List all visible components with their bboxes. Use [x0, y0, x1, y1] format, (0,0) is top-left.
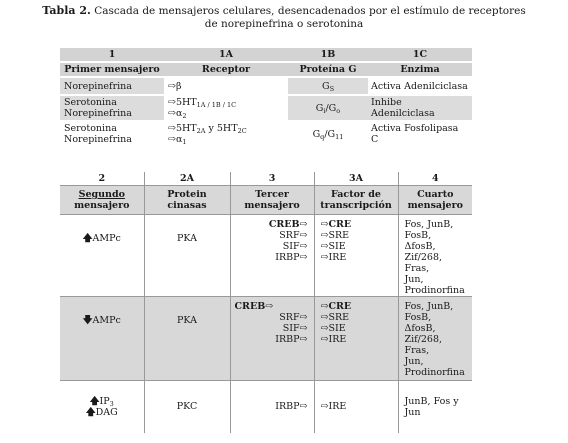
fourth-messenger: JunB, Fos y [404, 395, 459, 407]
table1-col-number: 1A [164, 48, 288, 62]
fourth-messenger: ΔfosB, [404, 323, 436, 334]
kinase-cell: PKA [144, 297, 230, 381]
fourth-messenger: Jun, [404, 356, 424, 367]
header-primer-mensajero: Primer mensajero [60, 62, 164, 77]
fourth-messenger: Prodinorfina [404, 285, 465, 296]
caption-line-2: de norepinefrina o serotonina [204, 18, 364, 30]
table-row [60, 381, 472, 433]
first-messenger: Serotonina [64, 123, 117, 134]
receptor-value: $⇨5HT_{2A}$ y $5HT_{2C}$ [168, 123, 247, 135]
header-text: mensajero [244, 200, 300, 211]
enzyme-value: Activa Fosfolipasa C [371, 123, 459, 145]
fourth-messenger: Zif/268, Fras, [404, 334, 443, 356]
receptor-cell [164, 77, 288, 95]
fourth-messenger: Fos, JunB, [404, 301, 454, 312]
table1-number-row [60, 48, 472, 62]
gprotein-cell [288, 95, 368, 121]
transcription-factor: ⇨IRE [320, 334, 347, 345]
receptor-cell [164, 121, 288, 146]
table2-col-number: 2A [144, 172, 230, 186]
transcription-factor: ⇨SIE [320, 241, 346, 252]
first-messenger: Norepinefrina [64, 108, 132, 119]
header-text: Segundo [78, 189, 125, 200]
receptor-cell [164, 95, 288, 121]
fourth-messenger: Fos, JunB, [404, 219, 454, 230]
fourth-messenger: ΔfosB, [404, 241, 436, 252]
transcription-factor: ⇨IRE [320, 252, 347, 263]
first-messenger: Serotonina [64, 97, 117, 108]
table2-col-number: 3 [230, 172, 314, 186]
fourth-messenger: FosB, [404, 230, 432, 241]
receptor-value: $⇨\alpha_2$ [168, 108, 187, 120]
fourth-messenger: Prodinorfina [404, 367, 465, 378]
table-row [60, 215, 472, 297]
third-messenger: SRF⇨ [279, 312, 308, 323]
cascade-table [60, 172, 472, 433]
kinase-cell: PKC [144, 381, 230, 433]
second-messenger: $🡅IP_3$ [89, 395, 114, 408]
arrow-up-icon: 🡅 [85, 406, 96, 418]
transcription-factor: ⇨CRE [320, 219, 352, 230]
arrow-up-icon: 🡅 [89, 395, 100, 407]
header-text: Tercer [255, 189, 289, 200]
fourth-messenger-cell [398, 297, 472, 381]
transcription-factor-cell [314, 297, 398, 381]
transcription-factor: ⇨SRE [320, 312, 350, 323]
table1-col-number: 1 [60, 48, 164, 62]
header-proteina-g: Proteína G [288, 62, 368, 77]
first-messenger: Norepinefrina [64, 134, 132, 145]
header-enzima: Enzima [368, 62, 472, 77]
receptor-value: $⇨\alpha_1$ [168, 134, 187, 146]
header-text: mensajero [74, 200, 130, 211]
header-protein-cinasas [144, 186, 230, 215]
header-text: cinasas [167, 200, 207, 211]
third-messenger: IRBP⇨ [275, 334, 308, 345]
transcription-factor: ⇨SRE [320, 230, 350, 241]
third-messenger: IRBP⇨ [275, 401, 308, 413]
table-caption [6, 4, 562, 31]
fourth-messenger: Jun [404, 406, 421, 418]
header-receptor: Receptor [164, 62, 288, 77]
transcription-factor: ⇨CRE [320, 301, 352, 312]
header-tercer-mensajero [230, 186, 314, 215]
enzyme-cell [368, 121, 472, 146]
second-messenger: AMPc [92, 315, 121, 326]
transcription-factor: ⇨IRE [320, 401, 347, 413]
table1-header-row [60, 62, 472, 77]
third-messenger-cell [230, 297, 314, 381]
enzyme-value: Activa Adenilciclasa [371, 80, 468, 92]
table2-col-number: 4 [398, 172, 472, 186]
enzyme-cell [368, 77, 472, 95]
table-row [60, 77, 472, 95]
transcription-factor-cell [314, 381, 398, 433]
table2-header-row [60, 186, 472, 215]
header-text: Protein [167, 189, 207, 200]
caption-line-1: Cascada de mensajeros celulares, desencadenados por el estímulo de receptores [94, 5, 526, 17]
table1-col-number: 1B [288, 48, 368, 62]
enzyme-cell [368, 95, 472, 121]
table-row [60, 297, 472, 381]
header-cuarto-mensajero [398, 186, 472, 215]
second-messenger-cell [60, 381, 144, 433]
second-messenger-text: DAG [95, 406, 118, 418]
fourth-messenger-cell [398, 215, 472, 297]
fourth-messenger: Zif/268, Fras, [404, 252, 443, 274]
fourth-messenger: FosB, [404, 312, 432, 323]
table-row [60, 121, 472, 146]
table2-col-number: 3A [314, 172, 398, 186]
transcription-factor: ⇨SIE [320, 323, 346, 334]
transcription-factor-cell [314, 215, 398, 297]
kinase-cell: PKA [144, 215, 230, 297]
second-messenger-cell [60, 297, 144, 381]
header-text: Cuarto [417, 189, 454, 200]
third-messenger: SIF⇨ [282, 241, 308, 252]
table2-number-row [60, 172, 472, 186]
gprotein-cell [288, 77, 368, 95]
caption-label: Tabla 2. [42, 4, 91, 17]
header-text: transcripción [320, 200, 392, 211]
receptor-value: ⇨β [168, 80, 182, 92]
second-messenger: AMPc [92, 233, 121, 244]
third-messenger: CREB⇨ [234, 301, 274, 312]
third-messenger-cell [230, 381, 314, 433]
receptor-table [60, 48, 472, 146]
third-messenger: SRF⇨ [279, 230, 308, 241]
arrow-down-icon: 🡇 [82, 315, 93, 326]
table-row [60, 95, 472, 121]
gprotein-cell [288, 121, 368, 146]
second-messenger-cell [60, 215, 144, 297]
fourth-messenger: Jun, [404, 274, 424, 285]
header-text: Factor de [331, 189, 381, 200]
first-messenger-cell [60, 95, 164, 121]
enzyme-value: Inhibe Adenilciclasa [371, 97, 435, 119]
fourth-messenger-cell [398, 381, 472, 433]
header-text: mensajero [407, 200, 463, 211]
gprotein-value: $G_S$ [321, 80, 335, 93]
first-messenger: Norepinefrina [64, 80, 132, 92]
third-messenger: CREB⇨ [268, 219, 308, 230]
header-factor-transcripcion [314, 186, 398, 215]
header-segundo-mensajero [60, 186, 144, 215]
table2-col-number: 2 [60, 172, 144, 186]
third-messenger: SIF⇨ [282, 323, 308, 334]
gprotein-value: $G_q/G_{11}$ [312, 128, 344, 141]
third-messenger: IRBP⇨ [275, 252, 308, 263]
table1-col-number: 1C [368, 48, 472, 62]
first-messenger-cell [60, 121, 164, 146]
first-messenger-cell [60, 77, 164, 95]
arrow-up-icon: 🡅 [82, 233, 93, 244]
second-messenger [64, 407, 140, 418]
gprotein-value: $G_i/G_o$ [315, 102, 341, 115]
receptor-value: $⇨5HT_{1A / 1B / 1C}$ [168, 97, 237, 109]
third-messenger-cell [230, 215, 314, 297]
